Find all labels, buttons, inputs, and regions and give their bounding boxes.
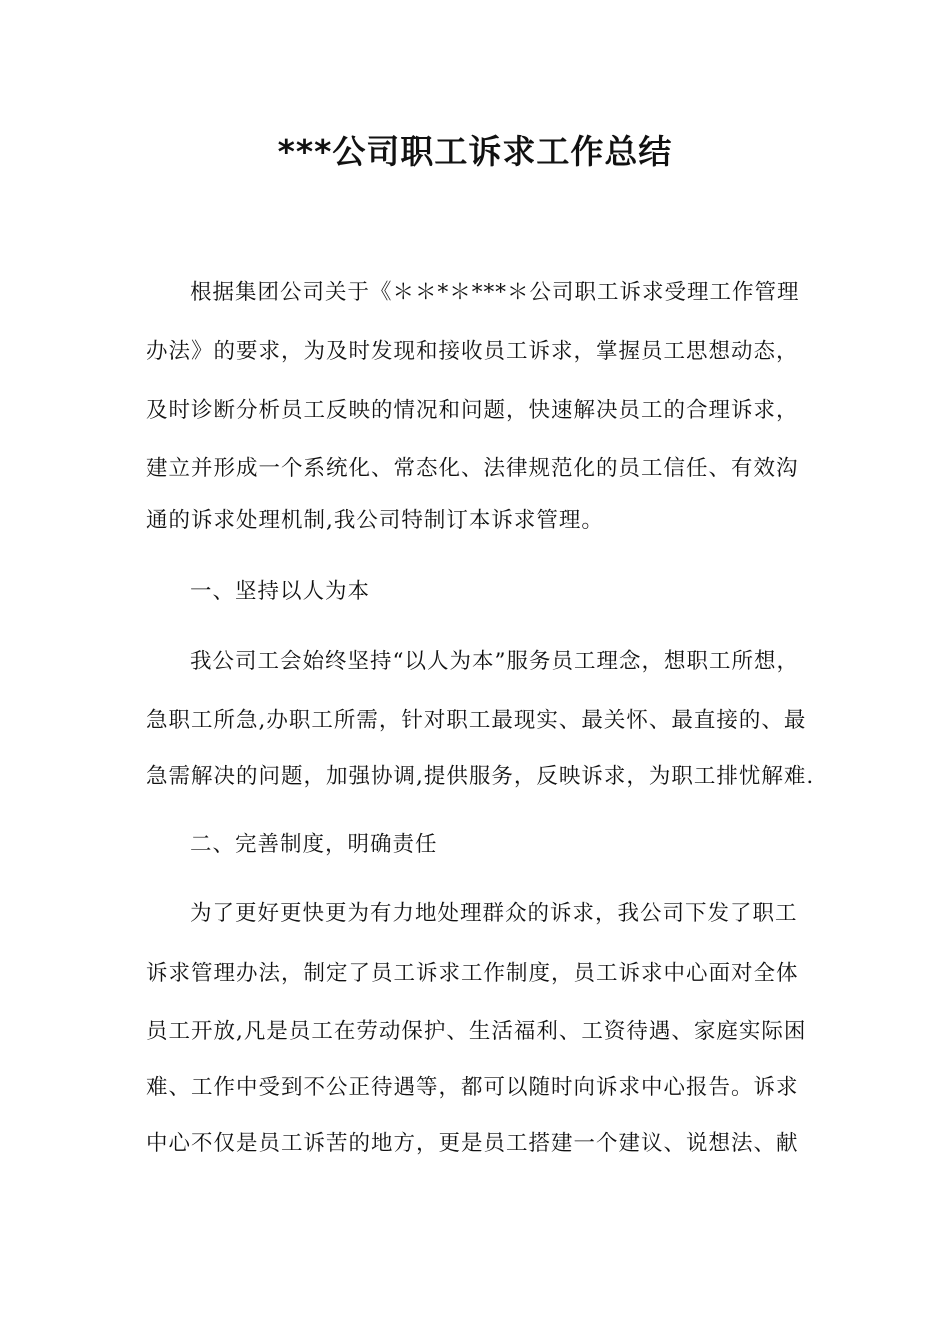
paragraph-line: 办法》的要求，为及时发现和接收员工诉求，掌握员工思想动态， [146,339,799,364]
paragraph-line: 中心不仅是员工诉苦的地方，更是员工搭建一个建议、说想法、献 [146,1131,799,1156]
paragraph-line: 建立并形成一个系统化、常态化、法律规范化的员工信任、有效沟 [146,456,799,481]
paragraph-line: 急需解决的问题，加强协调,提供服务，反映诉求，为职工排忧解难. [146,764,815,789]
paragraph-line: 我公司工会始终坚持“以人为本”服务员工理念，想职工所想， [190,649,799,674]
document-title: ***公司职工诉求工作总结 [277,132,673,171]
paragraph-line: 员工开放,凡是员工在劳动保护、生活福利、工资待遇、家庭实际困 [146,1019,807,1044]
section-heading-2: 二、完善制度，明确责任 [190,832,438,857]
paragraph-line: 诉求管理办法，制定了员工诉求工作制度，员工诉求中心面对全体 [146,961,799,986]
paragraph-line: 及时诊断分析员工反映的情况和问题，快速解决员工的合理诉求， [146,398,799,423]
paragraph-line: 为了更好更快更为有力地处理群众的诉求，我公司下发了职工 [190,901,798,926]
paragraph-line: 根据集团公司关于《＊＊*＊***＊公司职工诉求受理工作管理 [190,280,800,305]
section-heading-1: 一、坚持以人为本 [190,579,371,604]
paragraph-line: 通的诉求处理机制,我公司特制订本诉求管理。 [146,508,604,533]
paragraph-line: 难、工作中受到不公正待遇等，都可以随时向诉求中心报告。诉求 [146,1075,799,1100]
paragraph-line: 急职工所急,办职工所需，针对职工最现实、最关怀、最直接的、最 [146,708,807,733]
